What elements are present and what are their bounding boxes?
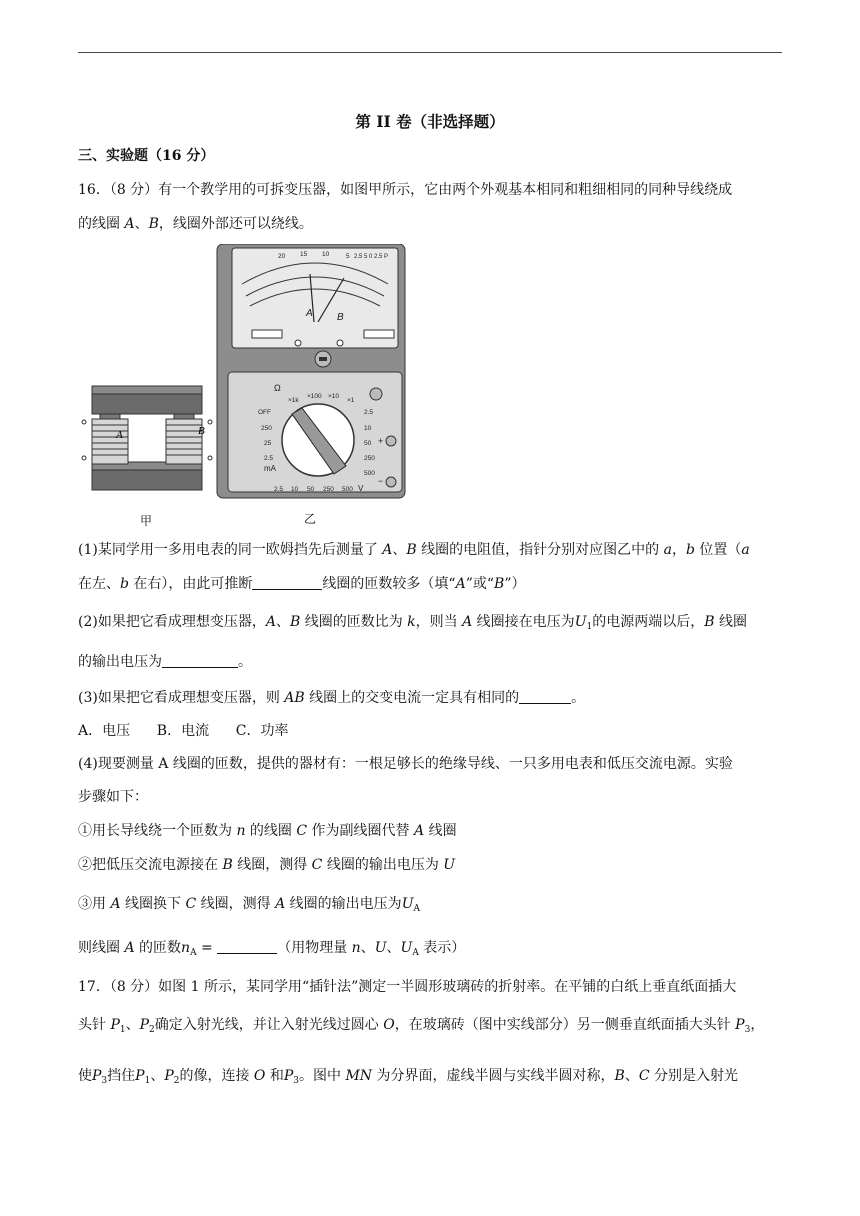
svg-text:25: 25: [264, 440, 272, 447]
svg-text:250: 250: [323, 486, 334, 493]
svg-text:10: 10: [322, 251, 330, 258]
part-title: 第 II 卷（非选择题）: [355, 112, 505, 131]
answer-blank-2[interactable]: [162, 653, 238, 668]
coil-a: [82, 419, 128, 464]
q16-part1-line1: (1)某同学用一多用电表的同一欧姆挡先后测量了 A、B 线圈的电阻值，指针分别对应图乙中的 a，b 位置（a: [78, 542, 750, 558]
section-heading: 三、实验题（16 分）: [78, 148, 215, 164]
q16-intro-line2: 的线圈 A、B，线圈外部还可以绕线。: [78, 216, 313, 232]
coil-b: [166, 419, 212, 464]
q16-step3: ③用 A 线圈换下 C 线圈，测得 A 线圈的输出电压为$U_A$: [78, 896, 420, 914]
svg-text:B: B: [337, 312, 344, 323]
svg-text:5: 5: [346, 253, 350, 260]
svg-text:10: 10: [364, 425, 372, 432]
svg-text:−: −: [378, 476, 384, 486]
q17-line3: 使$P_3$挡住$P_1$、$P_2$的像，连接 O 和$P_3$。图中 MN 为分界面，虚线半圆与实线半圆对称，B、C 分别是入射光: [78, 1068, 738, 1086]
svg-text:×1k: ×1k: [288, 397, 299, 404]
q16-result: 则线圈 A 的匝数$n_A$ = （用物理量 n、U、$U_A$ 表示）: [78, 940, 466, 958]
svg-text:250: 250: [261, 425, 272, 432]
svg-text:250: 250: [364, 455, 375, 462]
svg-text:2.5: 2.5: [274, 486, 284, 493]
svg-text:×1: ×1: [347, 397, 355, 404]
svg-text:50: 50: [364, 440, 372, 447]
svg-text:OFF: OFF: [258, 409, 271, 416]
q16-part4-line2: 步骤如下：: [78, 789, 148, 805]
svg-text:2.5 5 0 2.5 P: 2.5 5 0 2.5 P: [354, 254, 389, 260]
header-rule: [78, 52, 782, 53]
figure-area: [78, 244, 418, 534]
svg-text:+: +: [378, 436, 384, 446]
svg-text:2.5: 2.5: [364, 409, 374, 416]
svg-text:50: 50: [307, 486, 315, 493]
svg-text:×10: ×10: [328, 393, 340, 400]
svg-text:10: 10: [291, 486, 299, 493]
q17-line2: 头针 $P_1$、$P_2$确定入射光线，并让入射光线过圆心 O，在玻璃砖（图中实线部分）另一侧垂直纸面插大头针 $P_3$，: [78, 1017, 765, 1035]
svg-text:2.5: 2.5: [264, 455, 274, 462]
svg-text:15: 15: [300, 251, 308, 258]
svg-text:mA: mA: [264, 464, 276, 473]
transformer-figure: [78, 244, 418, 534]
q16-part2-line2: 的输出电压为 。: [78, 654, 252, 670]
q16-part4-line1: (4)现要测量 A 线圈的匝数，提供的器材有：一根足够长的绝缘导线、一只多用电表和低压交流电源。实验: [78, 756, 733, 772]
svg-text:×100: ×100: [307, 393, 322, 400]
coil-label-b: B: [198, 425, 205, 437]
coil-label-a: A: [116, 429, 123, 441]
q17-line1: 17．（8 分）如图 1 所示，某同学用“插针法”测定一半圆形玻璃砖的折射率。在平铺的白纸上垂直纸面插大: [78, 979, 737, 995]
q16-part2-line1: (2)如果把它看成理想变压器，A、B 线圈的匝数比为 k，则当 A 线圈接在电压为$U_1$的电源两端以后，B 线圈: [78, 614, 747, 632]
answer-blank-1[interactable]: [252, 575, 322, 590]
q16-part1-line2: 在左、b 在右），由此可推断 线圈的匝数较多（填“A”或“B”）: [78, 576, 526, 592]
figure-caption-yi: 乙: [304, 512, 317, 526]
multimeter: [217, 244, 405, 498]
q16-part3: (3)如果把它看成理想变压器，则 AB 线圈上的交变电流一定具有相同的 。: [78, 690, 586, 706]
answer-blank-3[interactable]: [519, 689, 571, 704]
svg-text:500: 500: [342, 486, 353, 493]
svg-text:V: V: [358, 484, 364, 493]
svg-text:A: A: [306, 308, 313, 319]
q16-intro-line1: 16．（8 分）有一个教学用的可拆变压器，如图甲所示，它由两个外观基本相同和粗细相同的同种导线绕成: [78, 182, 733, 198]
svg-text:20: 20: [278, 253, 286, 260]
q16-step1: ①用长导线绕一个匝数为 n 的线圈 C 作为副线圈代替 A 线圈: [78, 823, 457, 839]
q16-part3-options: A．电压 B．电流 C．功率: [78, 723, 289, 739]
answer-blank-4[interactable]: [217, 939, 277, 954]
svg-text:Ω: Ω: [274, 383, 281, 393]
q16-step2: ②把低压交流电源接在 B 线圈，测得 C 线圈的输出电压为 U: [78, 857, 456, 873]
figure-caption-jia: 甲: [140, 514, 153, 528]
svg-text:500: 500: [364, 470, 375, 477]
